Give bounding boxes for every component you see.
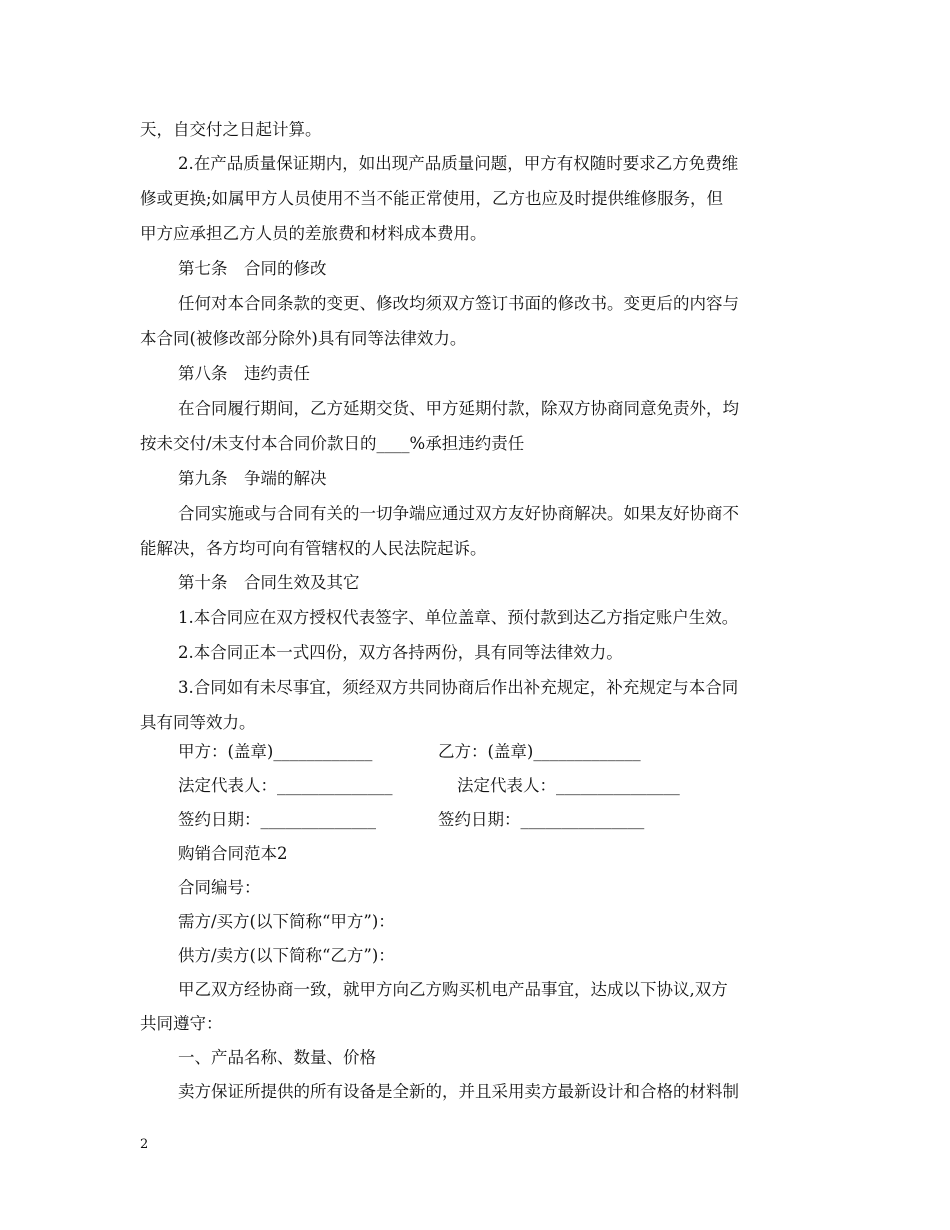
article-heading: 第九条 争端的解决: [178, 469, 327, 488]
text-line: 2.在产品质量保证期内，如出现产品质量问题，甲方有权随时要求乙方免费维: [178, 154, 739, 173]
text-line: 甲方应承担乙方人员的差旅费和材料成本费用。: [140, 224, 487, 243]
section-heading: 一、产品名称、数量、价格: [178, 1048, 376, 1067]
party-a-seal: 甲方：(盖章)____________: [178, 742, 373, 761]
text-line: 需方/买方(以下简称“甲方”)：: [178, 912, 395, 931]
text-line: 2.本合同正本一式四份，双方各持两份，具有同等法律效力。: [178, 643, 623, 662]
text-line: 具有同等效力。: [140, 713, 256, 732]
text-line: 天，自交付之日起计算。: [140, 120, 322, 139]
text-line: 本合同(被修改部分除外)具有同等法律效力。: [140, 329, 467, 348]
text-line: 供方/卖方(以下简称“乙方”)：: [178, 946, 395, 965]
text-line: 按未交付/未支付本合同价款日的____%承担违约责任: [140, 434, 525, 453]
page-number: 2: [140, 1137, 149, 1152]
text-line: 1.本合同应在双方授权代表签字、单位盖章、预付款到达乙方指定账户生效。: [178, 608, 739, 627]
article-heading: 第八条 违约责任: [178, 364, 310, 383]
party-b-date: 签约日期：_______________: [438, 810, 645, 829]
text-line: 在合同履行期间，乙方延期交货、甲方延期付款，除双方协商同意免责外，均: [178, 399, 739, 418]
article-heading: 第七条 合同的修改: [178, 259, 327, 278]
party-b-representative: 法定代表人：_______________: [457, 776, 680, 795]
text-line: 共同遵守：: [140, 1014, 223, 1033]
text-line: 甲乙双方经协商一致，就甲方向乙方购买机电产品事宜，达成以下协议,双方: [178, 980, 728, 999]
party-b-seal: 乙方：(盖章)_____________: [438, 742, 641, 761]
party-a-date: 签约日期：______________: [178, 810, 376, 829]
text-line: 3.合同如有未尽事宜，须经双方共同协商后作出补充规定，补充规定与本合同: [178, 678, 739, 697]
party-a-representative: 法定代表人：______________: [178, 776, 393, 795]
article-heading: 第十条 合同生效及其它: [178, 573, 360, 592]
section-title: 购销合同范本2: [178, 844, 288, 863]
text-line: 能解决，各方均可向有管辖权的人民法院起诉。: [140, 539, 487, 558]
text-line: 修或更换;如属甲方人员使用不当不能正常使用，乙方也应及时提供维修服务，但: [140, 189, 724, 208]
text-line: 卖方保证所提供的所有设备是全新的，并且采用卖方最新设计和合格的材料制: [178, 1082, 739, 1101]
text-line: 任何对本合同条款的变更、修改均须双方签订书面的修改书。变更后的内容与: [178, 294, 739, 313]
text-line: 合同编号：: [178, 878, 261, 897]
text-line: 合同实施或与合同有关的一切争端应通过双方友好协商解决。如果友好协商不: [178, 504, 739, 523]
